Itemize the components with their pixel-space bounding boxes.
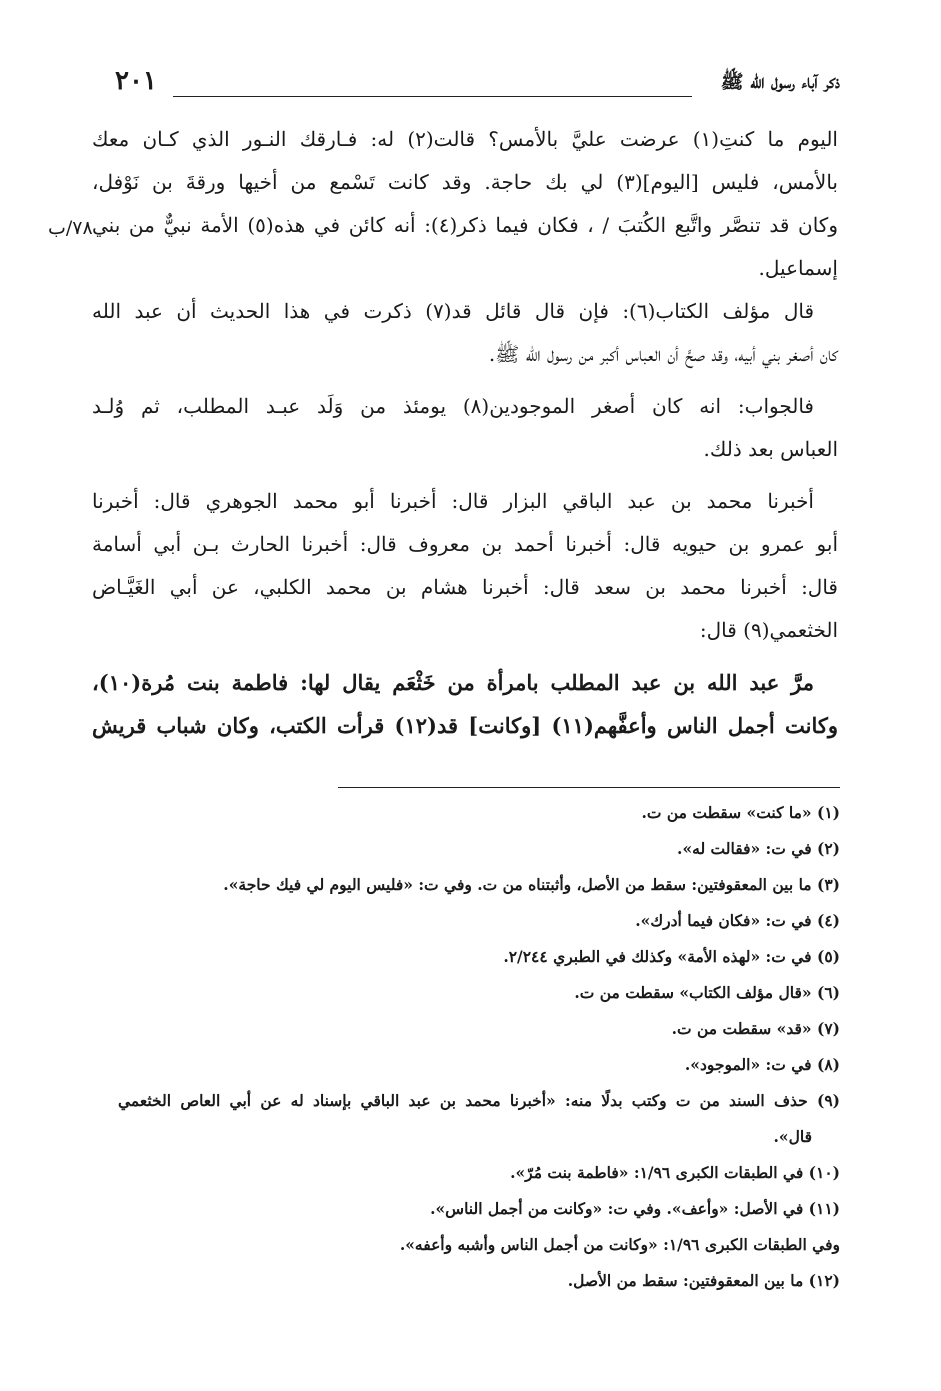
footnote: (٤) في ت: «فكان فيما أدرك». (635, 911, 840, 930)
footnote: (٥) في ت: «لهذه الأمة» وكذلك في الطبري ٢/٢٤٤. (503, 947, 840, 966)
running-title: ذكر آباء رسول الله ﷺ (720, 71, 840, 93)
text-line: مرَّ عبد الله بن عبد المطلب بامرأة من خَثْعَم يقال لها: فاطمة بنت مُرة(١٠)، (92, 670, 814, 695)
footnote-rule (338, 787, 840, 788)
footnote: (١٢) ما بين المعقوفتين: سقط من الأصل. (567, 1271, 840, 1290)
footnote: (١) «ما كنت» سقطت من ت. (641, 803, 840, 822)
footnote: (٨) في ت: «الموجود». (684, 1055, 840, 1074)
running-header (115, 58, 840, 118)
text-line: وكانت أجمل الناس وأعفَّهم(١١) [وكانت] قد(١٢) قرأت الكتب، وكان شباب قريش (92, 713, 838, 738)
text-line: الخثعمي(٩) قال: (699, 618, 838, 642)
footnote-continuation: قال». (773, 1127, 812, 1146)
text-line: اليوم ما كنتِ(١) عرضت عليَّ بالأمس؟ قالت(٢) له: فـارقك النـور الذي كـان معك (92, 127, 838, 151)
margin-folio-note: ٧٨/ب (48, 217, 93, 239)
footnote: (١٠) في الطبقات الكبرى ١/٩٦: «فاطمة بنت مُرّ». (510, 1163, 840, 1182)
text-line: قال مؤلف الكتاب(٦): فإن قال قائل قد(٧) ذكرت في هذا الحديث أن عبد الله (92, 299, 815, 323)
header-rule (173, 96, 692, 97)
footnote: (٩) حذف السند من ت وكتب بدلًا منه: «أخبرنا محمد بن عبد الباقي بإسناد له عن أبي العاص الخثعمي (118, 1091, 840, 1110)
text-line: إسماعيل. (758, 256, 838, 280)
main-text (92, 118, 838, 747)
text-line: أبو عمرو بن حيويه قال: أخبرنا أحمد بن معروف قال: أخبرنا الحارث بـن أبي أسامة (92, 532, 838, 556)
text-line: بالأمس، فليس [اليوم](٣) لي بك حاجة. وقد كانت تَسْمع من أخيها ورقةَ بن نَوْفل، (92, 170, 838, 194)
footnote-continuation: وفي الطبقات الكبرى ١/٩٦: «وكانت من أجمل الناس وأشبه وأعفه». (399, 1235, 840, 1254)
text-line: العباس بعد ذلك. (703, 437, 838, 461)
page-number: ٢٠١ (115, 66, 157, 96)
footnote: (٢) في ت: «فقالت له». (677, 839, 840, 858)
footnote: (٧) «قد» سقطت من ت. (671, 1019, 840, 1038)
text-line: وكان قد تنصَّر واتَّبع الكُتبَ / ، فكان فيما ذكر(٤): أنه كائن في هذه(٥) الأمة نبيٌّ من بني (92, 213, 838, 237)
text-line: كان أصغر بني أبيه، وقد صحَّ أن العباس أكبر من رسول الله ﷺ. (488, 342, 838, 366)
text-line: قال: أخبرنا محمد بن سعد قال: أخبرنا هشام بن محمد الكلبي، عن أبي الغَيَّـاض (92, 575, 838, 599)
footnote: (١١) في الأصل: «وأعف». وفي ت: «وكانت من أجمل الناس». (430, 1199, 840, 1218)
footnotes (118, 795, 840, 1299)
text-line: فالجواب: انه كان أصغر الموجودين(٨) يومئذ من وَلَد عبـد المطلب، ثم وُلـد (92, 394, 814, 418)
text-line: أخبرنا محمد بن عبد الباقي البزار قال: أخبرنا أبو محمد الجوهري قال: أخبرنا (92, 489, 814, 513)
footnote: (٦) «قال مؤلف الكتاب» سقطت من ت. (574, 983, 840, 1002)
footnote: (٣) ما بين المعقوفتين: سقط من الأصل، وأثبتناه من ت. وفي ت: «فليس اليوم لي فيك حاجة». (223, 875, 840, 894)
